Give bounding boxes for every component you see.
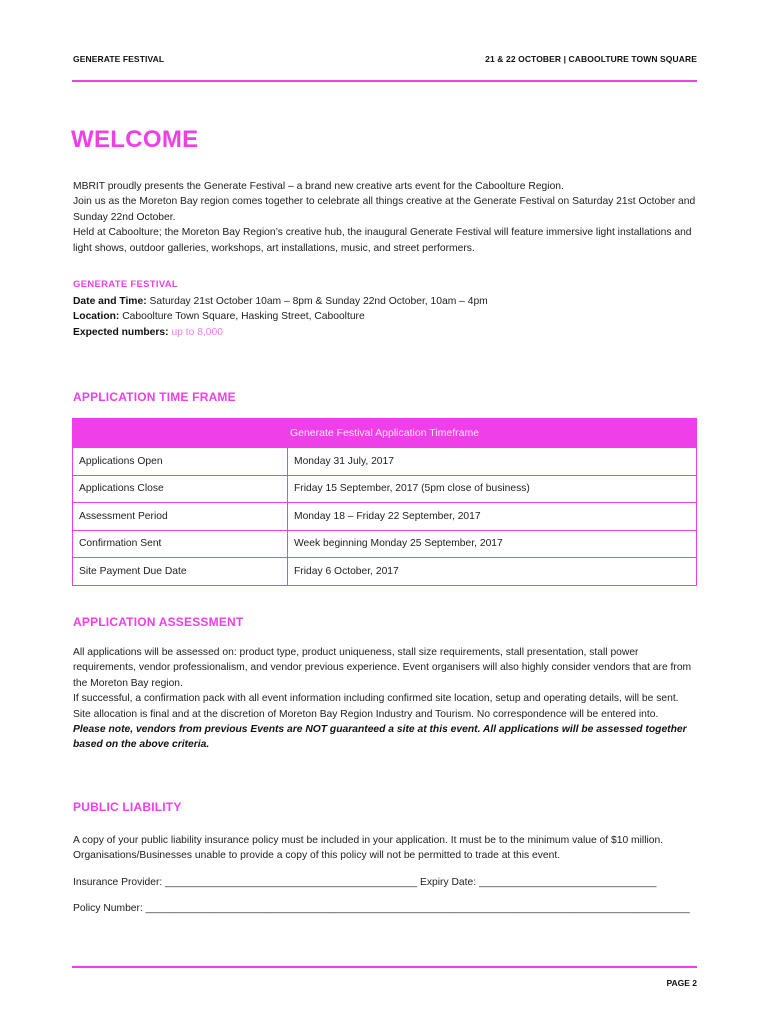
timeframe-heading: APPLICATION TIME FRAME xyxy=(73,390,236,404)
assessment-heading: APPLICATION ASSESSMENT xyxy=(73,615,244,629)
liability-line-2: Organisations/Businesses unable to provide a copy of this policy will not be permitted to trade at this event. xyxy=(73,850,561,862)
welcome-line-2: Join us as the Moreton Bay region comes together to celebrate all things creative at the Generate Festival on Saturday 21st October and Sunday 22nd October. xyxy=(73,196,696,223)
row-value: Week beginning Monday 25 September, 2017 xyxy=(288,530,697,558)
welcome-line-1: MBRIT proudly presents the Generate Festival – a brand new creative arts event for the Caboolture Region. xyxy=(73,181,564,192)
table-row xyxy=(73,475,697,503)
liability-heading: PUBLIC LIABILITY xyxy=(73,800,182,814)
festival-numbers-row xyxy=(73,325,488,340)
festival-heading: GENERATE FESTIVAL xyxy=(73,279,179,290)
insurance-provider-field[interactable]: Insurance Provider: ____________________________________________ xyxy=(73,877,418,888)
date-value: Saturday 21st October 10am – 8pm & Sunday 22nd October, 10am – 4pm xyxy=(146,296,488,307)
table-row xyxy=(73,503,697,531)
location-label: Location: xyxy=(73,311,120,323)
assessment-note: Please note, vendors from previous Events are NOT guaranteed a site at this event. All applications will be assessed together based on the above criteria. xyxy=(73,724,687,751)
row-value: Friday 6 October, 2017 xyxy=(288,558,697,586)
row-value: Monday 18 – Friday 22 September, 2017 xyxy=(288,503,697,531)
table-row xyxy=(73,530,697,558)
numbers-value: up to 8,000 xyxy=(171,326,223,338)
liability-line-1: A copy of your public liability insurance policy must be included in your application. It must be to the minimum value of $10 million. xyxy=(73,835,664,846)
row-value: Friday 15 September, 2017 (5pm close of business) xyxy=(288,475,697,503)
timeframe-table xyxy=(72,418,697,586)
welcome-line-3: Held at Caboolture; the Moreton Bay Region’s creative hub, the inaugural Generate Festival will feature immersive light installations and light shows, outdoor galleries, workshops, art installations, music, and street performers. xyxy=(73,227,692,254)
row-value: Monday 31 July, 2017 xyxy=(288,448,697,476)
footer-divider xyxy=(72,966,697,968)
welcome-title: WELCOME xyxy=(71,126,199,153)
welcome-text xyxy=(73,179,703,256)
insurance-row xyxy=(73,875,703,890)
row-label: Applications Close xyxy=(73,475,288,503)
assessment-para-2: If successful, a confirmation pack with all event information including confirmed site location, setup and operating details, will be sent. Site allocation is final and at the discretion of Moreton Bay Region Industry and Tourism. No correspondence will be entered into. xyxy=(73,693,679,720)
assessment-text xyxy=(73,645,693,753)
header-festival-name: GENERATE FESTIVAL xyxy=(73,54,165,64)
festival-info xyxy=(73,294,488,340)
numbers-label: Expected numbers: xyxy=(73,326,169,338)
page-number: PAGE 2 xyxy=(666,978,697,988)
row-label: Assessment Period xyxy=(73,503,288,531)
expiry-date-field[interactable]: Expiry Date: _______________________________ xyxy=(420,877,657,888)
policy-row xyxy=(73,901,703,916)
timeframe-table-title: Generate Festival Application Timeframe xyxy=(73,419,697,448)
policy-number-field[interactable]: Policy Number: _______________________________________________________________________________________________ xyxy=(73,903,690,914)
table-row xyxy=(73,558,697,586)
header-date-location: 21 & 22 OCTOBER | CABOOLTURE TOWN SQUARE xyxy=(485,54,697,64)
row-label: Site Payment Due Date xyxy=(73,558,288,586)
header-divider xyxy=(72,80,697,82)
festival-date-row xyxy=(73,294,488,309)
row-label: Applications Open xyxy=(73,448,288,476)
table-row xyxy=(73,448,697,476)
location-value: Caboolture Town Square, Hasking Street, Caboolture xyxy=(119,311,365,323)
assessment-para-1: All applications will be assessed on: product type, product uniqueness, stall size requirements, stall presentation, stall power requirements, vendor professionalism, and vendor previous experience. Event organisers will also highly consider vendors that are from the Moreton Bay region. xyxy=(73,647,692,689)
row-label: Confirmation Sent xyxy=(73,530,288,558)
liability-text xyxy=(73,833,703,864)
date-label: Date and Time: xyxy=(73,296,147,307)
festival-location-row xyxy=(73,309,488,324)
